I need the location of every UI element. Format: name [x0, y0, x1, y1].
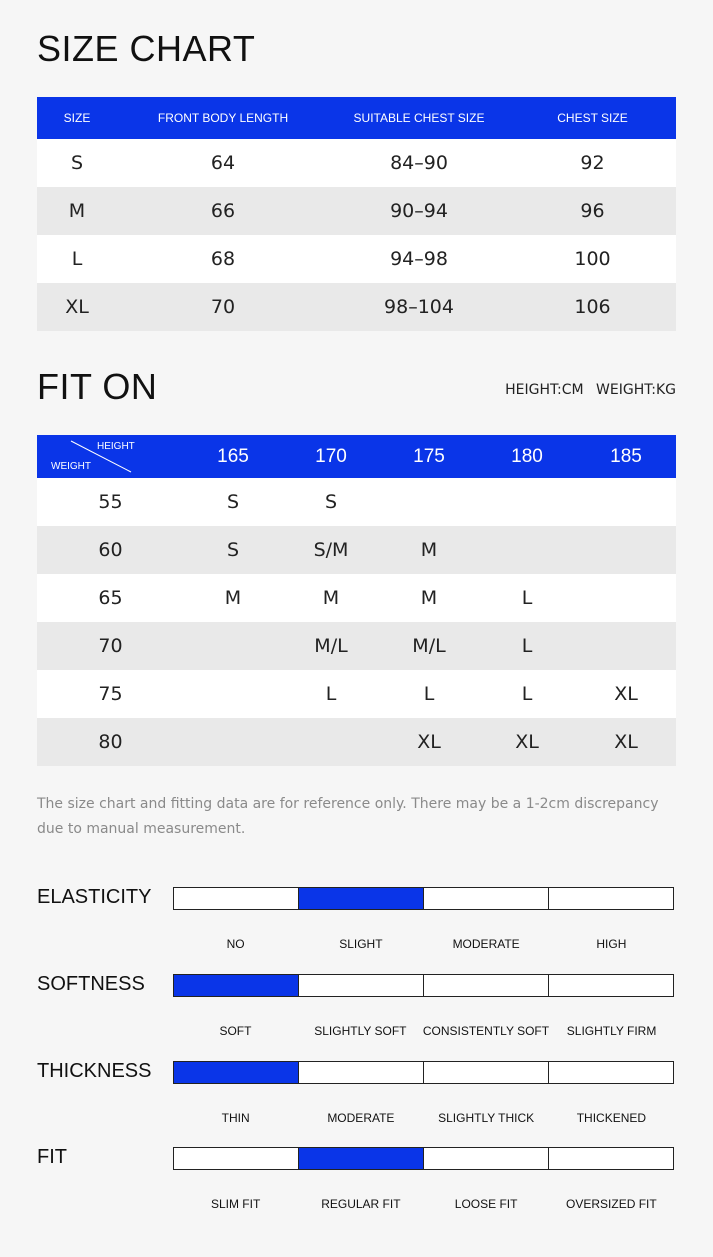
size-cell: M	[184, 574, 282, 622]
weight-cell: 60	[37, 526, 184, 574]
scale-option-label: HIGH	[596, 937, 627, 951]
scale-segment	[173, 887, 299, 910]
scale-option-label: THICKENED	[576, 1111, 647, 1125]
table-cell: 66	[117, 187, 329, 235]
scale-segment	[173, 1147, 299, 1170]
weight-cell: 80	[37, 718, 184, 766]
size-cell	[478, 478, 576, 526]
scale-option-label: SLIGHTLY FIRM	[566, 1024, 657, 1038]
height-165: 165	[184, 435, 282, 478]
size-cell: XL	[478, 718, 576, 766]
scale-option-label: SLIM FIT	[210, 1197, 261, 1211]
size-cell	[184, 622, 282, 670]
table-row	[37, 622, 676, 670]
size-cell	[184, 670, 282, 718]
size-cell	[282, 718, 380, 766]
scale-option-label: SLIGHT	[339, 937, 383, 951]
scale-option-label: SLIGHTLY SOFT	[314, 1024, 407, 1038]
size-cell: M	[380, 574, 478, 622]
scale-segment	[298, 974, 424, 997]
unit-height: HEIGHT:CM	[505, 382, 584, 398]
size-cell	[478, 526, 576, 574]
size-cell: XL	[576, 670, 676, 718]
fit-on-title: FIT ON	[37, 366, 158, 407]
fit-on-header-row	[37, 435, 676, 478]
scale-segment	[548, 974, 674, 997]
size-cell	[184, 718, 282, 766]
size-cell: S	[184, 526, 282, 574]
scale-segment	[423, 887, 549, 910]
table-row	[37, 670, 676, 718]
table-cell: M	[37, 187, 117, 235]
softness-scale-bar	[173, 974, 674, 997]
header-chest-size: CHEST SIZE	[509, 97, 676, 139]
size-cell: L	[282, 670, 380, 718]
table-cell: 106	[509, 283, 676, 331]
table-row	[37, 526, 676, 574]
unit-weight: WEIGHT:KG	[596, 382, 676, 398]
table-row	[37, 235, 676, 283]
table-row	[37, 574, 676, 622]
thickness-options	[173, 1111, 674, 1125]
fit-options	[173, 1197, 674, 1211]
weight-cell: 55	[37, 478, 184, 526]
scale-option-label: SOFT	[219, 1024, 252, 1038]
size-cell: S	[282, 478, 380, 526]
table-cell: 68	[117, 235, 329, 283]
scale-segment	[298, 1147, 424, 1170]
size-cell	[576, 478, 676, 526]
scale-option-label: REGULAR FIT	[321, 1197, 401, 1211]
fit-scale-bar	[173, 1147, 674, 1170]
scale-option-label: SLIGHTLY THICK	[438, 1111, 535, 1125]
fit-label: FIT	[37, 1146, 67, 1168]
scale-segment	[423, 1061, 549, 1084]
table-cell: 92	[509, 139, 676, 187]
size-cell: S	[184, 478, 282, 526]
table-cell: 98–104	[329, 283, 509, 331]
table-cell: 94–98	[329, 235, 509, 283]
scale-option-label: MODERATE	[327, 1111, 395, 1125]
corner-height-label: HEIGHT	[97, 441, 135, 452]
scale-segment	[548, 887, 674, 910]
size-cell: M	[282, 574, 380, 622]
elasticity-label: ELASTICITY	[37, 886, 152, 908]
size-cell: L	[478, 622, 576, 670]
size-cell	[576, 622, 676, 670]
size-cell: XL	[380, 718, 478, 766]
header-front-body-length: FRONT BODY LENGTH	[117, 97, 329, 139]
elasticity-options	[173, 937, 674, 951]
table-row	[37, 187, 676, 235]
size-chart-title: SIZE CHART	[37, 28, 256, 69]
size-cell	[576, 574, 676, 622]
scale-option-label: MODERATE	[452, 937, 520, 951]
size-chart-table	[37, 97, 676, 331]
softness-label: SOFTNESS	[37, 973, 145, 995]
softness-options	[173, 1024, 674, 1038]
size-chart-header-row	[37, 97, 676, 139]
corner-weight-label: WEIGHT	[51, 461, 91, 472]
height-180: 180	[478, 435, 576, 478]
scale-option-label: CONSISTENTLY SOFT	[422, 1024, 550, 1038]
size-cell: L	[478, 670, 576, 718]
size-cell: S/M	[282, 526, 380, 574]
disclaimer-text: The size chart and fitting data are for reference only. There may be a 1-2cm discrepancy due to manual measurement.	[37, 796, 659, 837]
weight-cell: 75	[37, 670, 184, 718]
table-cell: 64	[117, 139, 329, 187]
unit-note	[497, 382, 676, 398]
size-cell	[576, 526, 676, 574]
scale-segment	[298, 1061, 424, 1084]
weight-cell: 70	[37, 622, 184, 670]
table-row	[37, 283, 676, 331]
size-cell: L	[478, 574, 576, 622]
scale-option-label: LOOSE FIT	[454, 1197, 518, 1211]
weight-cell: 65	[37, 574, 184, 622]
thickness-label: THICKNESS	[37, 1060, 152, 1082]
table-cell: 70	[117, 283, 329, 331]
scale-segment	[298, 887, 424, 910]
table-row	[37, 718, 676, 766]
scale-segment	[423, 1147, 549, 1170]
size-cell: XL	[576, 718, 676, 766]
elasticity-scale-bar	[173, 887, 674, 910]
table-cell: 90–94	[329, 187, 509, 235]
fit-corner-cell	[37, 435, 184, 478]
size-cell	[380, 478, 478, 526]
height-170: 170	[282, 435, 380, 478]
table-cell: 96	[509, 187, 676, 235]
scale-segment	[548, 1147, 674, 1170]
scale-segment	[423, 974, 549, 997]
table-cell: L	[37, 235, 117, 283]
header-size: SIZE	[37, 97, 117, 139]
thickness-scale-bar	[173, 1061, 674, 1084]
height-185: 185	[576, 435, 676, 478]
fit-on-table	[37, 435, 676, 766]
scale-segment	[548, 1061, 674, 1084]
table-cell: 84–90	[329, 139, 509, 187]
size-cell: M/L	[380, 622, 478, 670]
header-suitable-chest-size: SUITABLE CHEST SIZE	[329, 97, 509, 139]
height-175: 175	[380, 435, 478, 478]
table-cell: 100	[509, 235, 676, 283]
table-row	[37, 139, 676, 187]
table-cell: XL	[37, 283, 117, 331]
scale-segment	[173, 1061, 299, 1084]
scale-option-label: THIN	[221, 1111, 250, 1125]
table-cell: S	[37, 139, 117, 187]
scale-option-label: OVERSIZED FIT	[566, 1197, 657, 1211]
scale-option-label: NO	[226, 937, 245, 951]
scale-segment	[173, 974, 299, 997]
size-cell: M	[380, 526, 478, 574]
table-row	[37, 478, 676, 526]
size-cell: M/L	[282, 622, 380, 670]
size-cell: L	[380, 670, 478, 718]
